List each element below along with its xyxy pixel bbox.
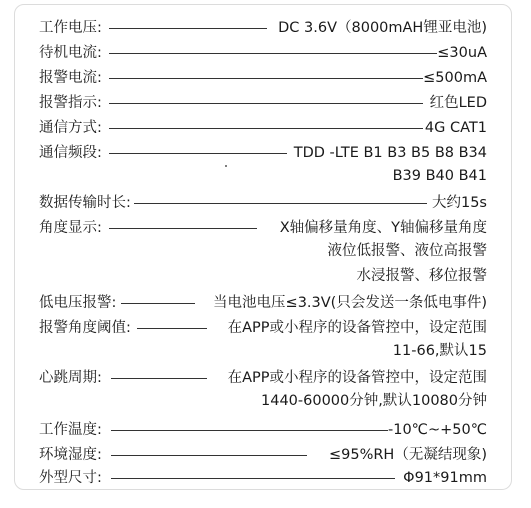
spec-row-dimensions: [39, 466, 487, 490]
spec-row-low-voltage-alarm: [39, 291, 487, 315]
spec-value-continuation: 11-66,默认15: [392, 343, 487, 359]
spec-row-continuation: [39, 166, 487, 188]
leader-line: [109, 153, 287, 154]
spec-row-standby-current: [39, 41, 487, 65]
spec-value: 在APP或小程序的设备管控中，设定范围: [227, 320, 487, 336]
leader-line: [109, 228, 257, 229]
leader-line: [109, 78, 425, 79]
leader-line: [109, 103, 423, 104]
spec-value: X轴偏移量角度、Y轴偏移量角度: [279, 220, 487, 236]
spec-label: 心跳周期:: [39, 370, 102, 386]
leader-line: [109, 28, 267, 29]
spec-row-heartbeat-period: [39, 366, 487, 390]
spec-card: [14, 4, 512, 490]
spec-value-continuation: 1440-60000分钟,默认10080分钟: [261, 393, 487, 409]
spec-label: 通信方式:: [39, 120, 102, 136]
spec-row-angle-display: [39, 216, 487, 240]
spec-label: 环境湿度:: [39, 447, 102, 463]
spec-row-continuation: [39, 241, 487, 263]
spec-label: 待机电流:: [39, 45, 102, 61]
spec-row-continuation: [39, 341, 487, 363]
spec-row-working-temperature: [39, 418, 487, 442]
leader-line: [109, 53, 437, 54]
spec-row-alarm-indicator: [39, 91, 487, 115]
spec-value: ≤95%RH（无凝结现象): [328, 447, 487, 463]
leader-line: [111, 478, 395, 479]
spec-value-continuation: 水浸报警、移位报警: [356, 268, 487, 284]
leader-line: [137, 328, 207, 329]
spec-value: TDD -LTE B1 B3 B5 B8 B34: [293, 145, 487, 161]
spec-label: 低电压报警:: [39, 295, 117, 311]
spec-value: 大约15s: [431, 195, 487, 211]
spec-value: DC 3.6V（8000mAH锂亚电池): [278, 20, 487, 36]
spec-row-working-voltage: [39, 16, 487, 40]
spec-value: ≤30uA: [437, 45, 487, 61]
spec-value: 4G CAT1: [424, 120, 487, 136]
spec-label: 通信频段:: [39, 145, 102, 161]
spec-label: 数据传输时长:: [39, 195, 131, 211]
spec-label: 工作电压:: [39, 20, 102, 36]
spec-value: 红色LED: [429, 95, 487, 111]
leader-line: [109, 128, 423, 129]
spec-row-continuation: [39, 266, 487, 288]
leader-line: [134, 203, 427, 204]
leader-line: [111, 455, 307, 456]
spec-value: ≤500mA: [423, 70, 487, 86]
spec-value: -10℃~+50℃: [387, 422, 487, 438]
spec-value: 在APP或小程序的设备管控中，设定范围: [227, 370, 487, 386]
spec-value-continuation: B39 B40 B41: [392, 168, 487, 184]
spec-row-communication-mode: [39, 116, 487, 140]
spec-label: 工作温度:: [39, 422, 102, 438]
spec-value: Φ91*91mm: [403, 470, 487, 486]
spec-label: 外型尺寸:: [39, 470, 102, 486]
spec-label: 报警角度阈值:: [39, 320, 131, 336]
spec-row-alarm-current: [39, 66, 487, 90]
spec-label: 角度显示:: [39, 220, 102, 236]
spec-label: 报警指示:: [39, 95, 102, 111]
spec-label: 报警电流:: [39, 70, 102, 86]
leader-line: [111, 430, 392, 431]
spec-row-data-transmission-duration: [39, 191, 487, 215]
leader-line: [111, 378, 207, 379]
spec-value: 当电池电压≤3.3V(只会发送一条低电事件): [213, 295, 487, 311]
spec-value-continuation: 液位低报警、液位高报警: [327, 243, 487, 259]
leader-line: [121, 303, 195, 304]
spec-row-alarm-angle-threshold: [39, 316, 487, 340]
spec-row-frequency-bands: [39, 141, 487, 165]
spec-row-ambient-humidity: [39, 443, 487, 467]
spec-row-continuation: [39, 391, 487, 413]
